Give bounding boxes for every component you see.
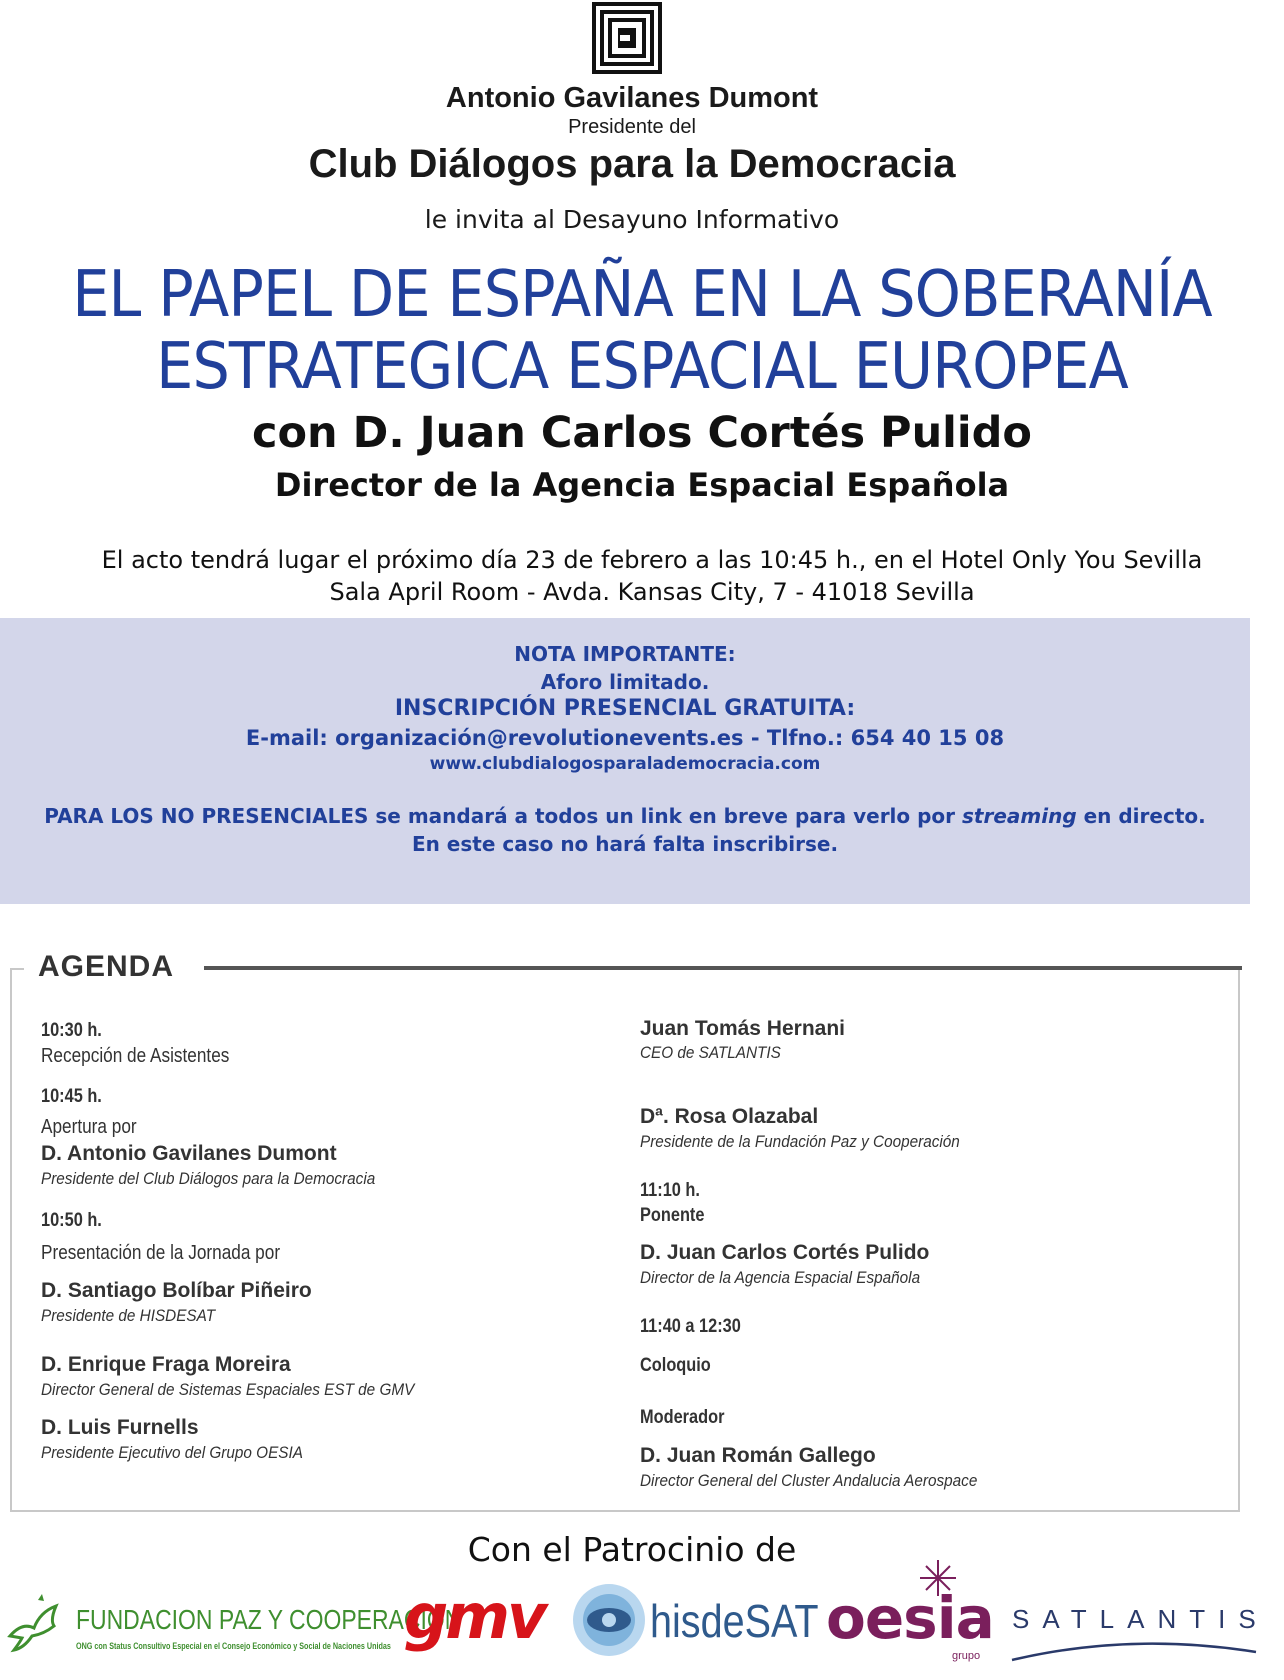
notice-remote-stream: streaming: [962, 804, 1077, 828]
club-logo-icon: [592, 2, 662, 74]
notice-panel: [0, 618, 1250, 904]
notice-registration: INSCRIPCIÓN PRESENCIAL GRATUITA:: [394, 696, 856, 721]
agenda-person-name: D. Santiago Bolíbar Piñeiro: [41, 1279, 312, 1302]
agenda-person-name: Juan Tomás Hernani: [640, 1017, 845, 1040]
agenda-time-4: 11:10 h.: [640, 1180, 700, 1201]
agenda-person-role: Presidente de la Fundación Paz y Cooperación: [640, 1132, 960, 1151]
fundacion-subtitle: ONG con Status Consultivo Especial en el Consejo Económico y Social de Naciones Unidas: [76, 1641, 391, 1651]
oesia-logo: oesia: [826, 1584, 994, 1652]
agenda-text-1: Recepción de Asistentes: [41, 1045, 230, 1067]
host-name: Antonio Gavilanes Dumont: [445, 82, 819, 114]
satlantis-swoosh-icon: [1010, 1636, 1258, 1662]
agenda-text-5: Coloquio: [640, 1355, 711, 1376]
notice-capacity: Aforo limitado.: [540, 670, 710, 694]
agenda-time-3: 10:50 h.: [41, 1210, 102, 1231]
agenda-person-role: Presidente Ejecutivo del Grupo OESIA: [41, 1443, 303, 1462]
event-title-line2: ESTRATEGICA ESPACIAL EUROPEA: [156, 330, 1128, 404]
sponsors-heading: Con el Patrocinio de: [467, 1530, 797, 1569]
agenda-person-role: Director de la Agencia Espacial Española: [640, 1268, 921, 1287]
venue-line2: Sala April Room - Avda. Kansas City, 7 - 41018 Sevilla: [329, 578, 975, 606]
agenda-text-3: Presentación de la Jornada por: [41, 1242, 281, 1264]
agenda-person-role: CEO de SATLANTIS: [640, 1043, 781, 1062]
agenda-time-1: 10:30 h.: [41, 1020, 102, 1041]
club-name: Club Diálogos para la Democracia: [308, 142, 956, 186]
notice-website-link[interactable]: www.clubdialogosparalademocracia.com: [429, 754, 821, 774]
notice-remote-text-b: en directo.: [1076, 804, 1206, 828]
host-role: Presidente del: [568, 116, 696, 138]
agenda-time-2: 10:45 h.: [41, 1086, 102, 1107]
hisdesat-logo: hisdeSAT: [650, 1595, 819, 1647]
agenda-person-role: Director General del Cluster Andalucia Aerospace: [640, 1471, 978, 1490]
agenda-divider: [204, 966, 1242, 970]
agenda-time-5: 11:40 a 12:30: [640, 1316, 741, 1337]
fundacion-dove-logo-icon: [4, 1592, 70, 1654]
hisdesat-globe-icon: [570, 1582, 648, 1658]
agenda-moderator-label: Moderador: [640, 1407, 725, 1428]
notice-remote-line1: [0, 804, 1250, 828]
invite-line: le invita al Desayuno Informativo: [424, 205, 840, 234]
agenda-person-name: D. Luis Furnells: [41, 1416, 199, 1439]
agenda-person-name: D. Juan Román Gallego: [640, 1444, 876, 1467]
agenda-person-role: Presidente de HISDESAT: [41, 1306, 216, 1325]
agenda-text-4: Ponente: [640, 1205, 705, 1226]
fundacion-name: FUNDACION PAZ Y COOPERACION: [76, 1604, 462, 1635]
agenda-person-role: Director General de Sistemas Espaciales EST de GMV: [41, 1380, 415, 1399]
agenda-heading: AGENDA: [38, 950, 175, 983]
notice-heading: NOTA IMPORTANTE:: [514, 642, 736, 666]
event-speaker-role: Director de la Agencia Espacial Española: [274, 466, 1010, 504]
event-speaker: con D. Juan Carlos Cortés Pulido: [252, 408, 1032, 458]
agenda-person-name: D. Enrique Fraga Moreira: [41, 1353, 291, 1376]
event-title-line1: EL PAPEL DE ESPAÑA EN LA SOBERANÍA: [72, 258, 1212, 332]
venue-line1: El acto tendrá lugar el próximo día 23 de febrero a las 10:45 h., en el Hotel Only You Sevilla: [101, 546, 1203, 574]
oesia-subtitle: grupo: [952, 1650, 981, 1662]
agenda-person-name: Dª. Rosa Olazabal: [640, 1105, 819, 1128]
agenda-person-name: D. Antonio Gavilanes Dumont: [41, 1142, 337, 1165]
agenda-border-tick: [10, 968, 24, 970]
notice-remote-line2: En este caso no hará falta inscribirse.: [411, 832, 839, 856]
notice-remote-bold: PARA LOS NO PRESENCIALES: [44, 804, 369, 828]
satlantis-logo: SATLANTIS: [1012, 1604, 1269, 1634]
agenda-text-2: Apertura por: [41, 1116, 137, 1138]
agenda-person-name: D. Juan Carlos Cortés Pulido: [640, 1241, 930, 1264]
gmv-logo: gmv: [404, 1580, 545, 1653]
agenda-person-role: Presidente del Club Diálogos para la Democracia: [41, 1169, 376, 1188]
notice-contact[interactable]: E-mail: organización@revolutionevents.es - Tlfno.: 654 40 15 08: [245, 726, 1005, 750]
notice-remote-text-a: se mandará a todos un link en breve para verlo por: [368, 804, 962, 828]
